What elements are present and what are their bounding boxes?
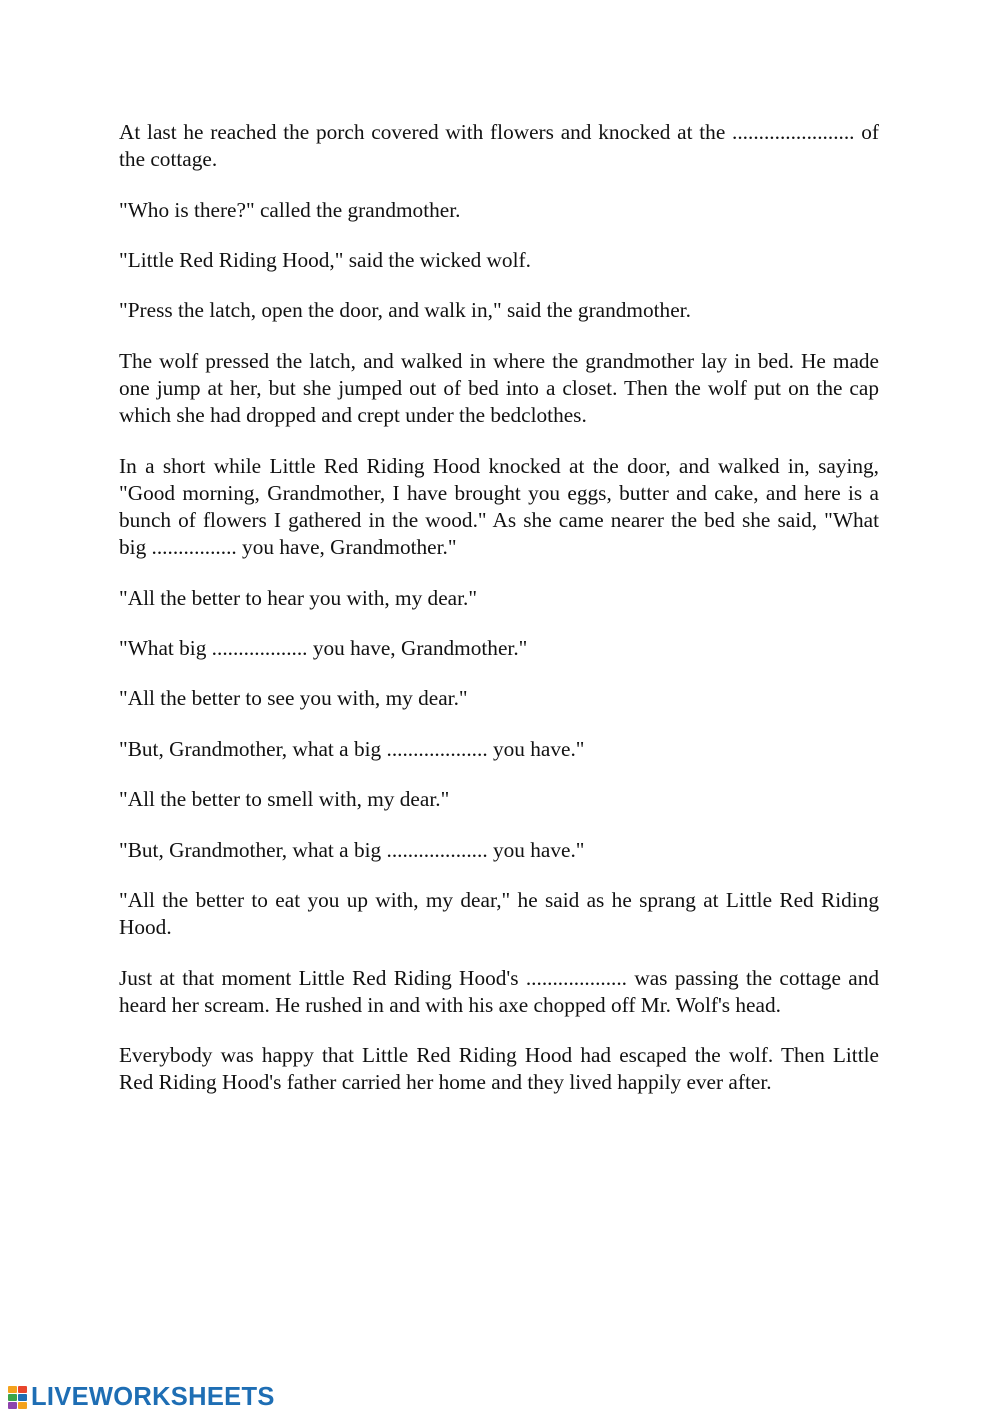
paragraph-10: "But, Grandmother, what a big ................... you have." (119, 736, 585, 761)
paragraph-5: The wolf pressed the latch, and walked in where the grandmother lay in bed. He made one jump at her, but she jumped out of bed into a closet. Then the wolf put on the cap which she had dropped and crept under the bedclothes. (119, 348, 879, 428)
paragraph-13: "All the better to eat you up with, my dear," he said as he sprang at Little Red Riding Hood. (119, 887, 879, 940)
logo-wordmark: LIVEWORKSHEETS (31, 1383, 275, 1411)
paragraph-8: "What big .................. you have, Grandmother." (119, 635, 528, 660)
liveworksheets-logo-icon (8, 1385, 28, 1410)
paragraph-1: At last he reached the porch covered with flowers and knocked at the ....................... of the cottage. (119, 120, 879, 172)
paragraph-7: "All the better to hear you with, my dear." (119, 585, 478, 610)
liveworksheets-logo (8, 1382, 275, 1412)
paragraph-9: "All the better to see you with, my dear." (119, 686, 468, 711)
paragraph-3: "Little Red Riding Hood," said the wicked wolf. (119, 247, 531, 272)
paragraph-2: "Who is there?" called the grandmother. (119, 197, 461, 222)
paragraph-15: Everybody was happy that Little Red Riding Hood had escaped the wolf. Then Little Red Riding Hood's father carried her home and they lived happily ever after. (119, 1043, 879, 1095)
paragraph-4: "Press the latch, open the door, and walk in," said the grandmother. (119, 298, 691, 323)
story-text (119, 119, 879, 1120)
paragraph-11: "All the better to smell with, my dear." (119, 787, 450, 812)
paragraph-12: "But, Grandmother, what a big ................... you have." (119, 837, 585, 862)
paragraph-14: Just at that moment Little Red Riding Hood's ................... was passing the cottage and heard her scream. He rushed in and with his axe chopped off Mr. Wolf's head. (119, 965, 879, 1017)
paragraph-6: In a short while Little Red Riding Hood knocked at the door, and walked in, saying, "Good morning, Grandmother, I have brought you eggs, butter and cake, and here is a bunch of flowers I gathered in the wood." As she came nearer the bed she said, "What big ................ you have, Grandmother." (119, 453, 879, 560)
